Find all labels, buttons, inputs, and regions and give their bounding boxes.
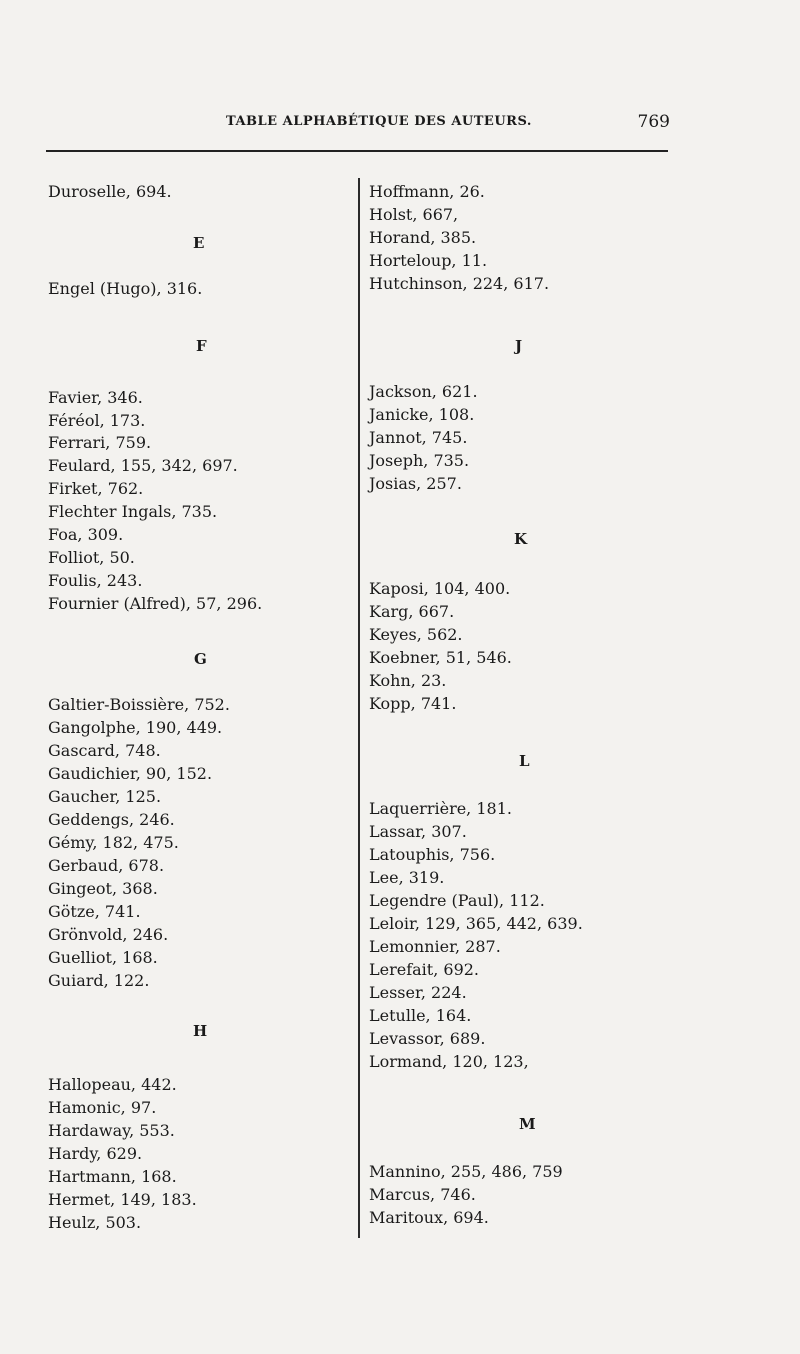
running-title: TABLE ALPHABÉTIQUE DES AUTEURS. bbox=[226, 114, 532, 129]
index-entry: Lee, 319. bbox=[369, 868, 445, 887]
index-entry: Maritoux, 694. bbox=[369, 1208, 489, 1227]
index-entry: Lassar, 307. bbox=[369, 822, 467, 841]
index-entry: Firket, 762. bbox=[48, 479, 144, 498]
index-entry: Hermet, 149, 183. bbox=[48, 1190, 197, 1209]
index-entry: Hartmann, 168. bbox=[48, 1167, 177, 1186]
index-entry: Guiard, 122. bbox=[48, 971, 150, 990]
index-entry: Holst, 667, bbox=[369, 205, 459, 224]
section-letter-f: F bbox=[196, 337, 207, 355]
index-entry: Levassor, 689. bbox=[369, 1029, 486, 1048]
index-entry: Latouphis, 756. bbox=[369, 845, 496, 864]
index-entry: Lerefait, 692. bbox=[369, 960, 480, 979]
index-entry: Folliot, 50. bbox=[48, 548, 135, 567]
index-entry: Ferrari, 759. bbox=[48, 433, 152, 452]
index-entry: Legendre (Paul), 112. bbox=[369, 891, 545, 910]
index-entry: Götze, 741. bbox=[48, 902, 141, 921]
index-entry: Féréol, 173. bbox=[48, 411, 146, 430]
index-entry: Hoffmann, 26. bbox=[369, 182, 485, 201]
index-entry: Favier, 346. bbox=[48, 388, 143, 407]
header-rule bbox=[46, 150, 668, 152]
index-entry: Guelliot, 168. bbox=[48, 948, 158, 967]
column-divider bbox=[358, 178, 360, 1238]
index-entry: Kohn, 23. bbox=[369, 671, 447, 690]
index-entry: Gerbaud, 678. bbox=[48, 856, 165, 875]
index-entry: Fournier (Alfred), 57, 296. bbox=[48, 594, 263, 613]
index-entry: Mannino, 255, 486, 759 bbox=[369, 1162, 563, 1181]
index-entry: Hallopeau, 442. bbox=[48, 1075, 177, 1094]
index-entry: Grönvold, 246. bbox=[48, 925, 169, 944]
index-entry: Gaudichier, 90, 152. bbox=[48, 764, 213, 783]
index-entry: Horteloup, 11. bbox=[369, 251, 488, 270]
index-entry: Geddengs, 246. bbox=[48, 810, 175, 829]
index-entry: Hamonic, 97. bbox=[48, 1098, 157, 1117]
index-entry: Gingeot, 368. bbox=[48, 879, 158, 898]
index-entry: Janicke, 108. bbox=[369, 405, 475, 424]
index-entry: Gangolphe, 190, 449. bbox=[48, 718, 223, 737]
index-entry: Letulle, 164. bbox=[369, 1006, 472, 1025]
index-entry: Laquerrière, 181. bbox=[369, 799, 512, 818]
page-header bbox=[46, 114, 670, 138]
index-entry: Keyes, 562. bbox=[369, 625, 463, 644]
index-entry: Joseph, 735. bbox=[369, 451, 470, 470]
section-letter-e: E bbox=[193, 234, 205, 252]
section-letter-k: K bbox=[514, 530, 528, 548]
section-letter-m: M bbox=[519, 1115, 536, 1133]
index-entry: Marcus, 746. bbox=[369, 1185, 476, 1204]
index-entry: Flechter Ingals, 735. bbox=[48, 502, 218, 521]
index-entry: Foulis, 243. bbox=[48, 571, 143, 590]
index-entry: Hardaway, 553. bbox=[48, 1121, 175, 1140]
index-entry: Jackson, 621. bbox=[369, 382, 478, 401]
index-entry: Lormand, 120, 123, bbox=[369, 1052, 529, 1071]
index-entry: Foa, 309. bbox=[48, 525, 124, 544]
index-entry: Jannot, 745. bbox=[369, 428, 468, 447]
index-entry: Horand, 385. bbox=[369, 228, 477, 247]
index-entry: Gascard, 748. bbox=[48, 741, 161, 760]
index-entry: Duroselle, 694. bbox=[48, 182, 172, 201]
index-entry: Engel (Hugo), 316. bbox=[48, 279, 203, 298]
index-entry: Galtier-Boissière, 752. bbox=[48, 695, 230, 714]
section-letter-l: L bbox=[519, 752, 530, 770]
section-letter-g: G bbox=[194, 650, 207, 668]
index-entry: Kaposi, 104, 400. bbox=[369, 579, 511, 598]
index-entry: Lesser, 224. bbox=[369, 983, 467, 1002]
index-entry: Karg, 667. bbox=[369, 602, 455, 621]
index-entry: Feulard, 155, 342, 697. bbox=[48, 456, 238, 475]
section-letter-j: J bbox=[515, 337, 523, 355]
section-letter-h: H bbox=[193, 1022, 208, 1040]
index-entry: Koebner, 51, 546. bbox=[369, 648, 512, 667]
index-entry: Hardy, 629. bbox=[48, 1144, 143, 1163]
index-entry: Kopp, 741. bbox=[369, 694, 457, 713]
index-entry: Lemonnier, 287. bbox=[369, 937, 501, 956]
index-entry: Hutchinson, 224, 617. bbox=[369, 274, 550, 293]
page-number: 769 bbox=[637, 112, 670, 132]
index-entry: Josias, 257. bbox=[369, 474, 462, 493]
index-entry: Gémy, 182, 475. bbox=[48, 833, 179, 852]
index-entry: Heulz, 503. bbox=[48, 1213, 142, 1232]
index-entry: Leloir, 129, 365, 442, 639. bbox=[369, 914, 583, 933]
index-entry: Gaucher, 125. bbox=[48, 787, 162, 806]
